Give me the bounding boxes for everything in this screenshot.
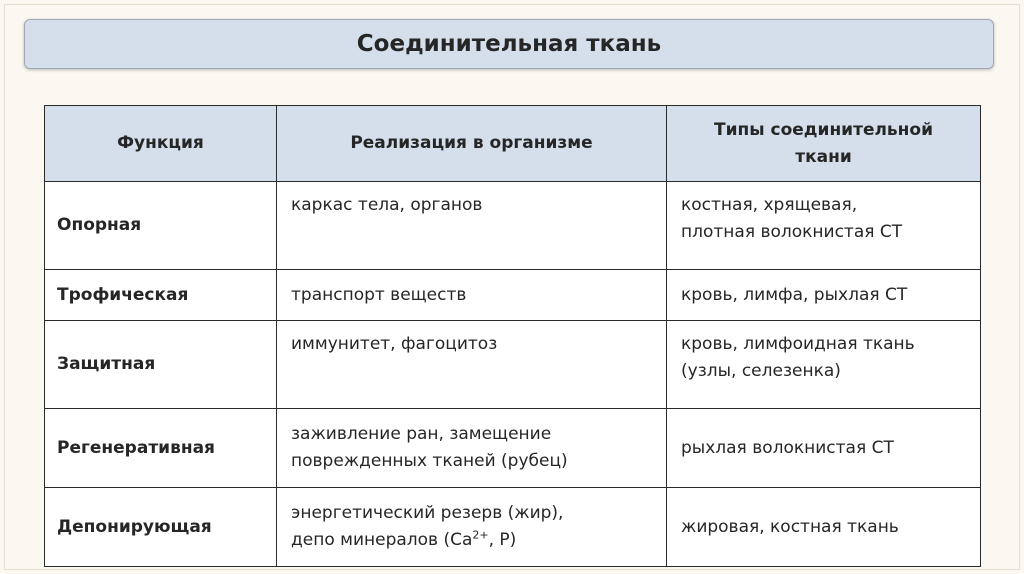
table-row — [45, 182, 981, 270]
title-bar — [24, 19, 994, 69]
table-header-row — [45, 106, 981, 182]
function-cell: Опорная — [45, 182, 277, 270]
cell-line: заживление ран, замещение — [291, 424, 552, 444]
function-cell: Депонирующая — [45, 488, 277, 567]
realization-cell — [277, 321, 667, 409]
realization-cell — [277, 488, 667, 567]
types-cell — [667, 270, 981, 321]
function-cell: Защитная — [45, 321, 277, 409]
realization-cell — [277, 270, 667, 321]
header-types — [667, 106, 981, 182]
function-cell: Регенеративная — [45, 409, 277, 488]
cell-line: костная, хрящевая, — [681, 195, 858, 215]
header-realization: Реализация в организме — [277, 106, 667, 182]
table-row — [45, 488, 981, 567]
cell-line: жировая, костная ткань — [681, 516, 899, 537]
cell-line: поврежденных тканей (рубец) — [291, 451, 568, 471]
table-row — [45, 270, 981, 321]
cell-line: иммунитет, фагоцитоз — [291, 334, 498, 354]
cell-text: , P) — [488, 530, 517, 550]
cell-line: кровь, лимфа, рыхлая СТ — [681, 284, 908, 305]
cell-line: рыхлая волокнистая СТ — [681, 437, 894, 458]
types-cell — [667, 488, 981, 567]
types-cell — [667, 409, 981, 488]
header-function: Функция — [45, 106, 277, 182]
connective-tissue-table — [44, 105, 981, 567]
types-cell — [667, 321, 981, 409]
superscript: 2+ — [472, 528, 489, 542]
cell-line: энергетический резерв (жир), — [291, 503, 564, 523]
realization-cell — [277, 182, 667, 270]
header-types-line: ткани — [795, 146, 852, 167]
function-cell: Трофическая — [45, 270, 277, 321]
cell-line: транспорт веществ — [291, 284, 467, 305]
types-cell — [667, 182, 981, 270]
table-row — [45, 409, 981, 488]
cell-line: каркас тела, органов — [291, 195, 483, 215]
cell-line: кровь, лимфоидная ткань — [681, 334, 915, 354]
cell-line — [291, 527, 656, 554]
cell-line: плотная волокнистая СТ — [681, 222, 903, 242]
table-row — [45, 321, 981, 409]
realization-cell — [277, 409, 667, 488]
header-types-line: Типы соединительной — [713, 119, 934, 140]
page-title: Соединительная ткань — [356, 31, 662, 57]
cell-text: депо минералов (Ca — [291, 530, 473, 550]
cell-line: (узлы, селезенка) — [681, 361, 841, 381]
